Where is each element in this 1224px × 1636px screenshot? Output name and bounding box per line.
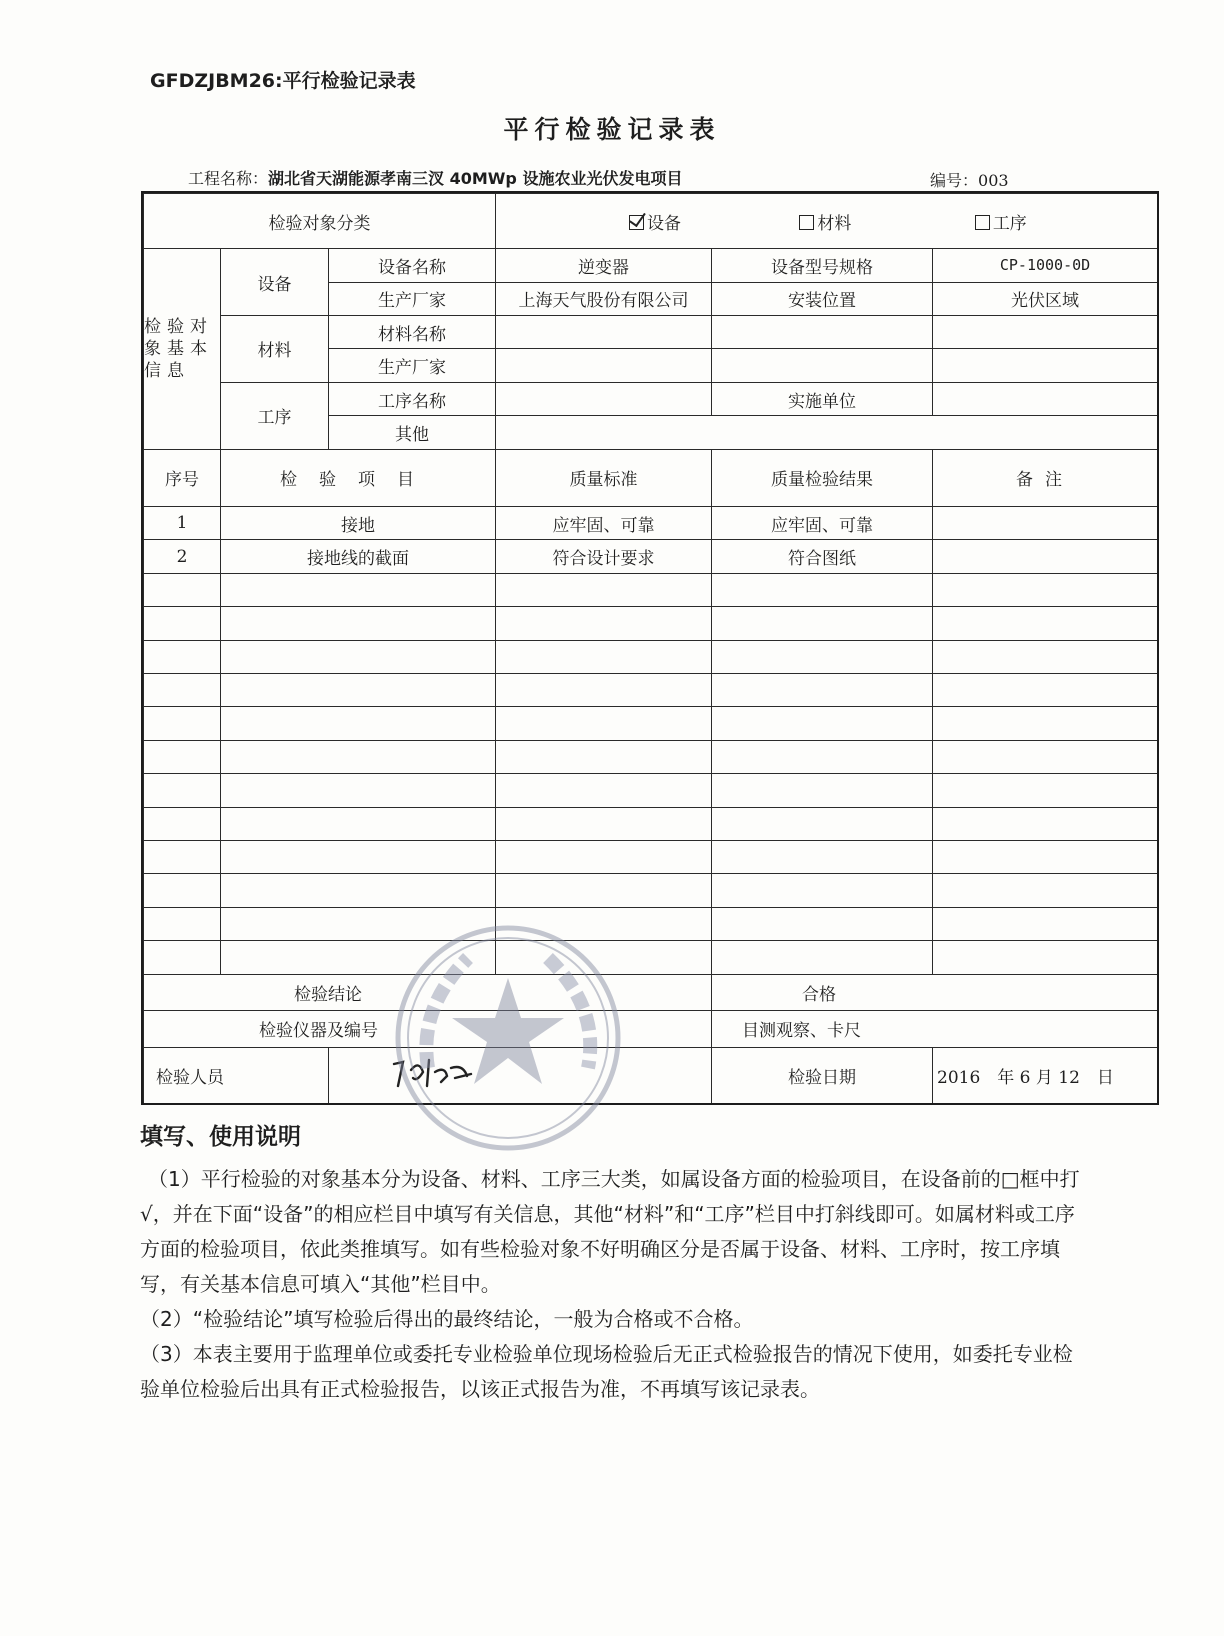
equipment-row-1	[144, 249, 1158, 282]
material-maker-label: 生产厂家	[329, 349, 496, 382]
instruction-paragraph: （1）平行检验的对象基本分为设备、材料、工序三大类，如属设备方面的检验项目，在设备前的□框中打√，并在下面“设备”的相应栏目中填写有关信息，其他“材料”和“工序”栏目中打斜线即可。如属材料或工序方面的检验项目，依此类推填写。如有些检验对象不好明确区分是否属于设备、材料、工序时，按工序填写，有关基本信息可填入“其他”栏目中。	[140, 1167, 1080, 1296]
instrument-row	[144, 1011, 1158, 1048]
project-line	[188, 166, 682, 189]
project-label: 工程名称：	[188, 169, 269, 188]
conclusion-value: 合格	[712, 974, 1158, 1011]
instruction-paragraph: （3）本表主要用于监理单位或委托专业检验单位现场检验后无正式检验报告的情况下使用，如委托专业检验单位检验后出具有正式检验报告，以该正式报告为准，不再填写该记录表。	[140, 1342, 1073, 1401]
item-name: 接地	[221, 507, 496, 540]
category-option-material[interactable]: 材料	[799, 209, 851, 234]
item-result: 符合图纸	[712, 540, 933, 573]
conclusion-label: 检验结论	[144, 974, 712, 1011]
item-seq: 1	[144, 507, 221, 540]
table-row	[144, 540, 1158, 573]
item-standard: 应牢固、可靠	[496, 507, 712, 540]
process-group-label: 工序	[221, 382, 329, 449]
equipment-model-value: CP-1000-0D	[933, 249, 1158, 282]
equipment-location-label: 安装位置	[712, 282, 933, 315]
item-remark[interactable]	[933, 507, 1158, 540]
item-name: 接地线的截面	[221, 540, 496, 573]
inspection-table	[143, 193, 1158, 1105]
project-name: 湖北省天湖能源孝南三汊 40MWp 设施农业光伏发电项目	[268, 169, 683, 188]
equipment-location-value: 光伏区域	[933, 282, 1158, 315]
document-code: GFDZJBM26:平行检验记录表	[150, 70, 416, 92]
handwritten-signature-icon	[389, 1052, 509, 1092]
category-option-process[interactable]: 工序	[975, 209, 1027, 234]
form-title: 平行检验记录表	[503, 115, 721, 144]
date-label: 检验日期	[712, 1047, 933, 1104]
instructions-title: 填写、使用说明	[140, 1124, 301, 1150]
equipment-maker-value: 上海天气股份有限公司	[496, 282, 712, 315]
empty-row	[144, 740, 1158, 773]
empty-row	[144, 774, 1158, 807]
equipment-name-label: 设备名称	[329, 249, 496, 282]
empty-row	[144, 807, 1158, 840]
process-unit-value[interactable]	[933, 382, 1158, 415]
material-cell[interactable]	[933, 349, 1158, 382]
equipment-name-value: 逆变器	[496, 249, 712, 282]
empty-row	[144, 673, 1158, 706]
header-item: 检验项目	[221, 449, 496, 506]
number-label: 编号：	[930, 171, 979, 190]
material-cell[interactable]	[933, 316, 1158, 349]
empty-row	[144, 840, 1158, 873]
process-other-value[interactable]	[496, 416, 1158, 449]
number-line	[930, 168, 1009, 191]
empty-row	[144, 640, 1158, 673]
inspector-label: 检验人员	[144, 1047, 329, 1104]
material-name-value[interactable]	[496, 316, 712, 349]
category-row	[144, 194, 1158, 249]
header-remark: 备注	[933, 449, 1158, 506]
empty-row	[144, 607, 1158, 640]
material-group-label: 材料	[221, 316, 329, 383]
material-cell[interactable]	[712, 349, 933, 382]
item-standard: 符合设计要求	[496, 540, 712, 573]
material-row-1	[144, 316, 1158, 349]
item-remark[interactable]	[933, 540, 1158, 573]
number-value: 003	[978, 171, 1009, 190]
equipment-group-label: 设备	[221, 249, 329, 316]
process-name-label: 工序名称	[329, 382, 496, 415]
process-other-label: 其他	[329, 416, 496, 449]
empty-row	[144, 874, 1158, 907]
instrument-value: 目测观察、卡尺	[712, 1011, 1158, 1048]
item-result: 应牢固、可靠	[712, 507, 933, 540]
material-maker-value[interactable]	[496, 349, 712, 382]
date-value: 2016 年 6 月 12 日	[933, 1047, 1158, 1104]
empty-row	[144, 907, 1158, 940]
equipment-model-label: 设备型号规格	[712, 249, 933, 282]
basic-info-label: 检验对象基本信息	[144, 249, 221, 449]
empty-row	[144, 707, 1158, 740]
empty-row	[144, 573, 1158, 606]
category-label: 检验对象分类	[144, 194, 496, 249]
process-row-1	[144, 382, 1158, 415]
instruction-paragraph: （2）“检验结论”填写检验后得出的最终结论，一般为合格或不合格。	[140, 1307, 754, 1331]
items-header-row	[144, 449, 1158, 506]
checkbox-checked-icon[interactable]	[629, 215, 644, 230]
item-seq: 2	[144, 540, 221, 573]
equipment-maker-label: 生产厂家	[329, 282, 496, 315]
signature-row	[144, 1047, 1158, 1104]
category-option-equipment[interactable]: 设备	[629, 209, 681, 234]
instrument-label: 检验仪器及编号	[144, 1011, 712, 1048]
header-seq: 序号	[144, 449, 221, 506]
process-unit-label: 实施单位	[712, 382, 933, 415]
header-result: 质量检验结果	[712, 449, 933, 506]
process-name-value[interactable]	[496, 382, 712, 415]
material-cell[interactable]	[712, 316, 933, 349]
category-options	[496, 194, 1158, 249]
checkbox-icon[interactable]	[799, 215, 814, 230]
conclusion-row	[144, 974, 1158, 1011]
empty-row	[144, 941, 1158, 974]
instructions-body	[140, 1162, 1090, 1407]
material-name-label: 材料名称	[329, 316, 496, 349]
header-standard: 质量标准	[496, 449, 712, 506]
table-row	[144, 507, 1158, 540]
inspector-signature[interactable]	[329, 1047, 712, 1104]
checkbox-icon[interactable]	[975, 215, 990, 230]
